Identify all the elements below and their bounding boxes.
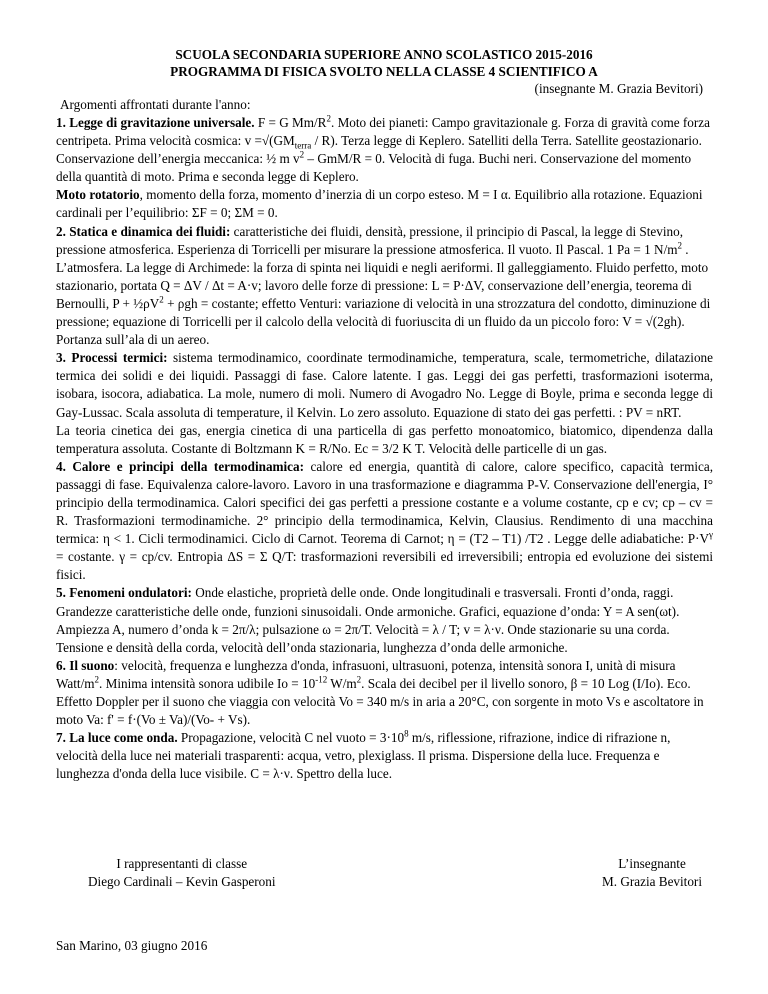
section-rotation: Moto rotatorio, momento della forza, momento d’inerzia di un corpo esteso. M = I α. Equilibrio alla rotazione. Equazioni cardinali per l’equilibrio: ΣF = 0; ΣM = 0. xyxy=(56,187,703,221)
section-title: 6. Il suono xyxy=(56,657,115,673)
representatives-role: I rappresentanti di classe xyxy=(116,856,248,871)
school-header: SCUOLA SECONDARIA SUPERIORE ANNO SCOLASTICO 2015-2016 xyxy=(175,47,593,62)
intro-line: Argomenti affrontati durante l'anno: xyxy=(60,97,251,112)
section-thermodynamics: 4. Calore e principi della termodinamica: calore ed energia, quantità di calore, calore specifico, capacità termica, passaggi di fase. Equivalenza calore-lavoro. Lavoro in una trasformazione e diagramma P-V. Conservazione dell'energia, I° principio della termodinamica. Calori specifici dei gas perfetti a pressione costante e a volume costante, cp e cv; cp – cv = R. Trasformazioni termodinamiche. 2° principio della termodinamica, Kelvin, Clausius. Rendimento di una macchina termica: η < 1. Cicli termodinamici. Ciclo di Carnot. Teorema di Carnot; η = (T2 – T1) /T2 . Legge delle adiabatiche: $P\cdot V^\gamma$ = costante. γ = cp/cv. Entropia ΔS = Σ Q/T: trasformazioni reversibili ed irreversibili; entropia ed evoluzione dei sistemi fisici. xyxy=(56,458,713,583)
section-gravitation: 1. Legge di gravitazione universale. F = G $Mm/R^2$. Moto dei pianeti: Campo gravitazionale g. Forza di gravità come forza centripeta. Prima velocità cosmica: $v =√(GM_{terra} / R)$. Terza legge di Keplero. Satelliti della Terra. Satellite geostazionario. Conservazione dell’energia meccanica: ½ m $v^2 - GmM/R = 0$. Velocità di fuga. Buchi neri. Conservazione del momento della quantità di moto. Prima e seconda legge di Keplero. xyxy=(56,113,710,185)
section-waves: 5. Fenomeni ondulatori: Onde elastiche, proprietà delle onde. Onde longitudinali e trasversali. Fronti d’onda, raggi. Grandezze caratteristiche delle onde, funzioni sinusoidali. Onde armoniche. Grafici, equazione d’onda: Y = A sen(ωt). Ampiezza A, numero d’onda k = 2π/λ; pulsazione ω = 2π/T. Velocità = λ / T; v = λ·ν. Onde stazionarie su una corda. Tensione e densità della corda, velocità dell’onda stazionaria, lunghezza d’onda delle armoniche. xyxy=(56,585,680,655)
representatives-names: Diego Cardinali – Kevin Gasperoni xyxy=(88,874,276,889)
teacher-note: (insegnante M. Grazia Bevitori) xyxy=(534,81,703,96)
section-sound: 6. Il suono: velocità, frequenza e lunghezza d'onda, infrasuoni, ultrasuoni, potenza, intensità sonora I, unità di misura Watt/$m^2$. Minima intensità sonora udibile $Io = 10^{-12}$ $W/m^2$. Scala dei decibel per il livello sonoro, β = 10 Log (I/Io). Eco. Effetto Doppler per il suono che viaggia con velocità Vo = 340 m/s in aria a 20°C, con sorgente in moto Vs e ascoltatore in moto Va: f' = f·(Vo ± Va)/(Vo- + Vs). xyxy=(56,657,704,728)
section-title: 2. Statica e dinamica dei fluidi: xyxy=(56,223,231,239)
section-title: 7. La luce come onda. xyxy=(56,730,178,746)
class-representatives-signature xyxy=(88,855,276,891)
section-title: Moto rotatorio xyxy=(56,187,140,203)
section-light: 7. La luce come onda. Propagazione, velocità C nel vuoto = $3\cdot 10^8$ m/s, riflessione, rifrazione, indice di rifrazione n, velocità della luce nei materiali trasparenti: acqua, vetro, plexiglass. Il prisma. Dispersione della luce. Frequenza e lunghezza d'onda della luce visibile. C = λ·ν. Spettro della luce. xyxy=(56,728,671,782)
teacher-role: L’insegnante xyxy=(618,856,686,871)
section-fluids: 2. Statica e dinamica dei fluidi: caratteristiche dei fluidi, densità, pressione, il principio di Pascal, la legge di Stevino, pressione atmosferica. Esperienza di Torricelli per misurare la pressione atmosferica. Il vuoto. Il Pascal. 1 Pa = 1 $N/m^2$ . L’atmosfera. La legge di Archimede: la forza di spinta nei liquidi e negli aeriformi. Il galleggiamento. Fluido perfetto, moto stazionario, portata Q = ΔV / Δt = A·v; lavoro delle forze di pressione: L = P·ΔV, conservazione dell’energia, teorema di Bernoulli, $P + \frac{1}{2}\rho V^2 + \rho gh$ = costante; effetto Venturi: variazione di velocità in una strozzatura del condotto, diminuzione di pressione; equazione di Torricelli per il calcolo della velocità di fuoriuscita di un fluido da un piccolo foro: V = √(2gh). Portanza sull’ala di un aereo. xyxy=(56,223,711,348)
section-title: 3. Processi termici: xyxy=(56,350,168,366)
section-kinetic-theory: La teoria cinetica dei gas, energia cinetica di una particella di gas perfetto monoatomico, biatomico, dipendenza dalla temperatura assoluta. Costante di Boltzmann K = R/No. Ec = 3/2 K T. Velocità delle particelle di un gas. xyxy=(56,422,713,456)
program-header: PROGRAMMA DI FISICA SVOLTO NELLA CLASSE 4 SCIENTIFICO A xyxy=(170,64,598,79)
section-title: 5. Fenomeni ondulatori: xyxy=(56,585,192,601)
teacher-name: M. Grazia Bevitori xyxy=(602,874,702,889)
program-body xyxy=(56,114,713,783)
teacher-signature xyxy=(602,855,702,891)
place-date: San Marino, 03 giugno 2016 xyxy=(56,938,208,953)
section-title: 4. Calore e principi della termodinamica: xyxy=(56,458,305,474)
section-title: 1. Legge di gravitazione universale. xyxy=(56,115,255,130)
section-thermal-processes: 3. Processi termici: sistema termodinamico, coordinate termodinamiche, temperatura, scale, termometriche, dilatazione termica dei solidi e dei liquidi. Passaggi di fase. Calore latente. I gas. Leggi dei gas perfetti, trasformazioni isoterma, isobara, isocora, adiabatica. La mole, numero di moli. Numero di Avogadro No. Legge di Boyle, prima e seconda legge di Gay-Lussac. Scala assoluta di temperature, il Kelvin. Lo zero assoluto. Equazione di stato dei gas perfetti. : PV = nRT. xyxy=(56,350,713,420)
